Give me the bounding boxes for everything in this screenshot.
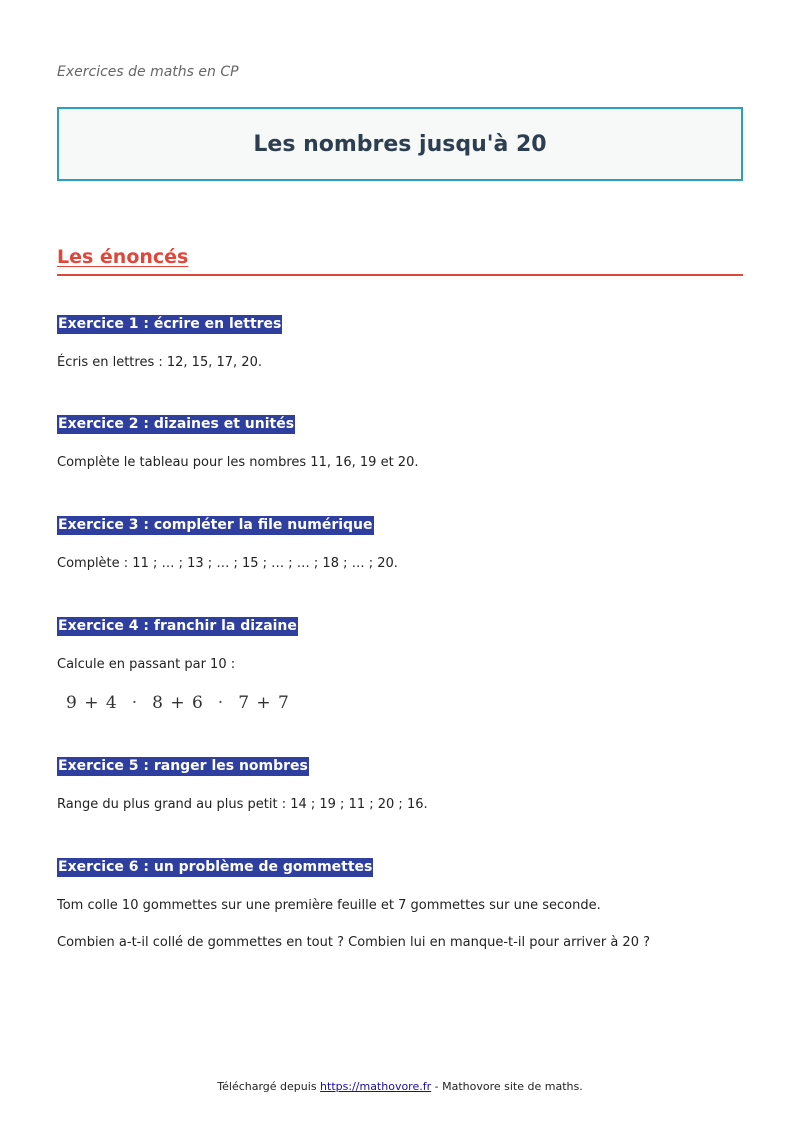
exercise-text: Range du plus grand au plus petit : 14 ; 19 ; 11 ; 20 ; 16. <box>57 797 428 812</box>
exercise-5 <box>57 755 747 813</box>
footer-link[interactable]: https://mathovore.fr <box>320 1080 432 1093</box>
math-expression: 7 + 7 <box>238 693 290 713</box>
exercise-text: Écris en lettres : 12, 15, 17, 20. <box>57 355 262 370</box>
footer-suffix: - Mathovore site de maths. <box>431 1080 583 1093</box>
math-separator: · <box>131 693 139 713</box>
exercise-text: Complète le tableau pour les nombres 11, 16, 19 et 20. <box>57 455 419 470</box>
section-divider <box>57 274 743 276</box>
exercise-title: Exercice 1 : écrire en lettres <box>58 316 282 332</box>
page-footer <box>0 1080 800 1093</box>
exercise-text: Tom colle 10 gommettes sur une première feuille et 7 gommettes sur une seconde. <box>57 898 601 913</box>
math-expression: 9 + 4 <box>66 693 118 713</box>
math-separator: · <box>217 693 225 713</box>
exercise-text: Complète : 11 ; … ; 13 ; … ; 15 ; … ; … ; 18 ; … ; 20. <box>57 556 398 571</box>
exercise-title: Exercice 4 : franchir la dizaine <box>58 618 297 634</box>
exercise-title: Exercice 3 : compléter la file numérique <box>58 517 373 533</box>
exercise-title: Exercice 5 : ranger les nombres <box>58 758 308 774</box>
math-expressions <box>66 693 747 713</box>
exercise-2 <box>57 413 747 471</box>
exercise-title: Exercice 6 : un problème de gommettes <box>58 859 373 875</box>
exercise-text: Calcule en passant par 10 : <box>57 657 236 672</box>
math-expression: 8 + 6 <box>152 693 204 713</box>
exercise-3 <box>57 514 747 572</box>
section-heading: Les énoncés <box>57 246 189 268</box>
exercise-6 <box>57 856 747 951</box>
footer-prefix: Téléchargé depuis <box>217 1080 321 1093</box>
document-subtitle: Exercices de maths en CP <box>57 64 239 80</box>
exercise-title: Exercice 2 : dizaines et unités <box>58 416 295 432</box>
title-box <box>57 107 743 181</box>
exercise-1 <box>57 313 747 371</box>
exercise-text: Combien a-t-il collé de gommettes en tout ? Combien lui en manque-t-il pour arriver à 20 ? <box>57 935 651 950</box>
exercise-4 <box>57 615 747 713</box>
page-title: Les nombres jusqu'à 20 <box>253 131 547 157</box>
